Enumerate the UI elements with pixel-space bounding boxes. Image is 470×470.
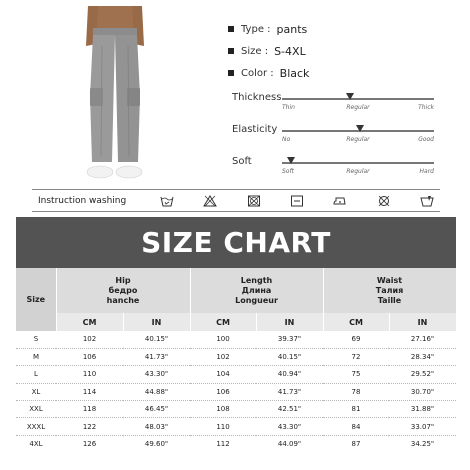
header-line: Longueur	[235, 295, 278, 305]
attribute-value: S-4XL	[274, 44, 306, 58]
scale-elasticity	[232, 124, 442, 148]
unit-header: CM	[56, 313, 123, 331]
model-torso	[94, 6, 136, 30]
header-line: бедро	[108, 285, 138, 295]
measurement-cell: 112	[216, 440, 230, 449]
measurement-cell: 42.51"	[256, 401, 323, 418]
header-line: Taille	[377, 295, 402, 305]
measurement-cell: 46.45"	[123, 401, 190, 418]
measurement-cell: 106	[190, 383, 256, 400]
measurement-cell: 43.30"	[256, 418, 323, 435]
measurement-cell: 30.70"	[389, 383, 456, 400]
shoe-left	[87, 166, 113, 178]
measurement-cell: 43.30"	[123, 366, 190, 383]
table-row	[16, 401, 456, 418]
measurement-cell: 110	[190, 418, 256, 435]
attribute-key: Size :	[241, 45, 269, 57]
scale-label: Soft	[232, 156, 252, 167]
table-row	[16, 383, 456, 400]
scale-marker-icon	[356, 125, 364, 132]
size-cell: M	[16, 348, 56, 365]
measurement-cell: 118	[56, 401, 123, 418]
header-line: Length	[240, 275, 273, 285]
unit-header: IN	[389, 313, 456, 331]
waist-column-header	[323, 268, 456, 313]
bullet-icon	[228, 70, 234, 76]
scale-label: Thickness	[232, 92, 282, 103]
washing-instructions	[32, 189, 440, 212]
scale-track	[282, 162, 434, 164]
product-photo	[74, 6, 156, 184]
measurement-cell: 40.94"	[256, 366, 323, 383]
measurement-cell: 104	[190, 366, 256, 383]
attribute-value: Black	[279, 66, 310, 80]
table-row	[16, 366, 456, 383]
measurement-cell: 29.52"	[389, 366, 456, 383]
length-column-header	[190, 268, 323, 313]
table-row	[16, 418, 456, 435]
bleach-icon	[420, 195, 434, 207]
measurement-cell: 126	[82, 440, 97, 449]
scale-tick-high: Good	[418, 136, 434, 143]
scale-soft	[232, 156, 442, 180]
table-row	[16, 348, 456, 365]
cargo-pocket-right	[127, 88, 140, 106]
scale-track	[282, 98, 434, 100]
shoe-right	[116, 166, 142, 178]
size-chart-banner	[16, 217, 456, 268]
cargo-pocket-left	[90, 88, 103, 106]
scale-tick-mid: Regular	[346, 136, 370, 143]
measurement-cell: 78	[323, 383, 389, 400]
size-cell: L	[16, 366, 56, 383]
scale-tick-mid: Regular	[346, 168, 370, 175]
unit-header: CM	[323, 313, 389, 331]
measurement-cell: 40.15"	[123, 331, 190, 348]
measurement-cell: 69	[323, 331, 389, 348]
size-cell: S	[16, 331, 56, 348]
attribute-type	[228, 18, 309, 40]
bullet-icon	[228, 48, 234, 54]
size-cell: 4XL	[29, 440, 43, 449]
measurement-cell: 34.25"	[410, 440, 435, 449]
do-not-tumble-dry-icon	[247, 195, 261, 207]
scale-tick-high: Hard	[419, 168, 434, 175]
attribute-size	[228, 40, 309, 62]
iron-low-icon	[333, 195, 347, 207]
size-chart-table	[16, 268, 457, 453]
measurement-cell: 102	[56, 331, 123, 348]
measurement-cell: 72	[323, 348, 389, 365]
measurement-cell: 114	[56, 383, 123, 400]
measurement-cell: 100	[190, 331, 256, 348]
scale-tick-low: Thin	[282, 104, 295, 111]
measurement-cell: 122	[56, 418, 123, 435]
attribute-color	[228, 62, 309, 84]
measurement-cell: 49.60"	[144, 440, 169, 449]
hip-column-header	[56, 268, 190, 313]
scale-tick-high: Thick	[418, 104, 434, 111]
attribute-key: Color :	[241, 67, 274, 79]
scale-label: Elasticity	[232, 124, 278, 135]
size-cell: XL	[16, 383, 56, 400]
size-column-header: Size	[16, 268, 56, 331]
attribute-key: Type :	[241, 23, 271, 35]
unit-header: CM	[190, 313, 256, 331]
unit-header: IN	[256, 313, 323, 331]
measurement-cell: 108	[190, 401, 256, 418]
table-row	[16, 435, 456, 452]
measurement-cell: 48.03"	[123, 418, 190, 435]
unit-header: IN	[123, 313, 190, 331]
header-line: Длина	[241, 285, 272, 295]
table-row	[16, 331, 456, 348]
measurement-cell: 27.16"	[389, 331, 456, 348]
scale-tick-low: No	[282, 136, 291, 143]
bullet-icon	[228, 26, 234, 32]
measurement-cell: 33.07"	[389, 418, 456, 435]
hand-wash-icon	[160, 195, 174, 207]
size-chart-body	[16, 331, 456, 453]
measurement-cell: 84	[323, 418, 389, 435]
measurement-cell: 31.88"	[389, 401, 456, 418]
size-cell: XXL	[16, 401, 56, 418]
measurement-cell: 87	[351, 440, 361, 449]
scale-marker-icon	[346, 93, 354, 100]
dry-flat-icon	[290, 195, 304, 207]
size-cell: XXXL	[16, 418, 56, 435]
measurement-cell: 102	[190, 348, 256, 365]
measurement-cell: 40.15"	[256, 348, 323, 365]
header-line: hanche	[106, 295, 140, 305]
product-attributes	[228, 18, 309, 84]
measurement-cell: 75	[323, 366, 389, 383]
measurement-cell: 44.88"	[123, 383, 190, 400]
measurement-cell: 41.73"	[256, 383, 323, 400]
measurement-cell: 106	[56, 348, 123, 365]
do-not-dry-clean-icon	[377, 195, 391, 207]
measurement-cell: 44.09"	[277, 440, 302, 449]
header-line: Hip	[115, 275, 131, 285]
measurement-cell: 28.34"	[389, 348, 456, 365]
scale-tick-low: Soft	[282, 168, 294, 175]
size-chart-title: SIZE CHART	[141, 226, 331, 259]
scale-thickness	[232, 92, 442, 116]
header-line: Талия	[375, 285, 404, 295]
scale-tick-mid: Regular	[346, 104, 370, 111]
measurement-cell: 41.73"	[123, 348, 190, 365]
do-not-bleach-icon	[203, 195, 217, 207]
measurement-cell: 81	[323, 401, 389, 418]
measurement-cell: 110	[56, 366, 123, 383]
header-line: Waist	[376, 275, 403, 285]
attribute-value: pants	[276, 22, 308, 36]
pants-waistband	[93, 28, 137, 35]
measurement-cell: 39.37"	[256, 331, 323, 348]
washing-title: Instruction washing	[38, 195, 127, 206]
scale-marker-icon	[287, 157, 295, 164]
